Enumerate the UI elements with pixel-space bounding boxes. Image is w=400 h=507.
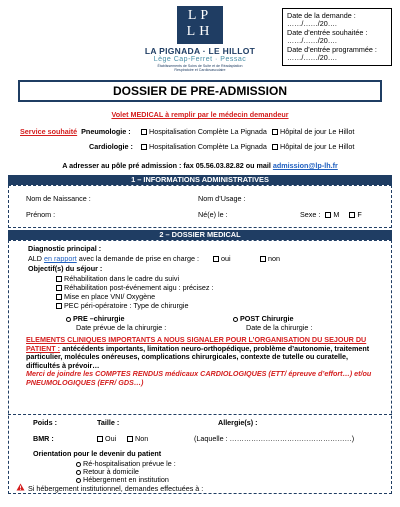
checkbox[interactable] — [56, 285, 62, 291]
service-row-pneumo — [20, 127, 131, 136]
ald-row: ALD en rapport avec la demande de prise en charge : — [28, 254, 200, 263]
ne-le-label: Né(e) le : — [198, 210, 228, 219]
dates-box — [282, 8, 392, 66]
page-title: DOSSIER DE PRE-ADMISSION — [18, 80, 382, 102]
pneumo-label: Pneumologie : — [81, 127, 131, 136]
pre-chir-option[interactable]: PRE –chirurgie — [66, 314, 125, 323]
objectif-item[interactable]: Réhabilitation dans le cadre du suivi — [56, 274, 179, 283]
objectif-item[interactable]: Réhabilitation post-événement aigu : précisez : — [56, 283, 213, 292]
sexe-f-checkbox[interactable] — [349, 212, 355, 218]
poids-label: Poids : — [33, 418, 57, 427]
date-souhaitee-label: Date d’entrée souhaitée : — [287, 27, 368, 37]
section2-header: 2 – DOSSIER MEDICAL — [8, 230, 392, 240]
orientation-item[interactable]: Hébergement en institution — [76, 475, 169, 484]
post-chir-date-label: Date de la chirurgie : — [246, 323, 313, 332]
pneumo-opt2[interactable]: Hôpital de jour Le Hillot — [272, 127, 354, 136]
pre-chir-date-label: Date prévue de la chirurgie : — [76, 323, 167, 332]
date-demande-field[interactable]: ……/……/20…. — [287, 19, 337, 29]
address-line: A adresser au pôle pré admission : fax 05.56.03.82.82 ou mail admission@lp-lh.fr — [62, 161, 338, 170]
post-chir-option[interactable]: POST Chirurgie — [233, 314, 294, 323]
email-link[interactable]: admission@lp-lh.fr — [272, 161, 338, 170]
logo-tagline: Établissements de Soins de Suite et de Réadaptation Respiratoire et Cardiovasculaire — [157, 64, 243, 72]
checkbox[interactable] — [272, 129, 278, 135]
diagnostic-label: Diagnostic principal : — [28, 244, 102, 253]
date-programmee-field[interactable]: ……/……/20…. — [287, 53, 337, 63]
orientation-item[interactable]: Ré-hospitalisation prévue le : — [76, 459, 176, 468]
checkbox[interactable] — [213, 256, 219, 262]
date-demande-label: Date de la demande : — [287, 11, 356, 20]
section1-box — [8, 185, 392, 228]
checkbox[interactable] — [260, 256, 266, 262]
objectifs-label: Objectif(s) du séjour : — [28, 264, 103, 273]
ald-non[interactable]: non — [260, 254, 280, 263]
bmr-label: BMR : — [33, 434, 54, 443]
hebergement-note: Si hébergement institutionnel, demandes effectuées à : — [28, 484, 204, 493]
checkbox[interactable] — [56, 303, 62, 309]
ald-oui[interactable]: oui — [213, 254, 231, 263]
radio[interactable] — [76, 478, 81, 483]
orientation-label: Orientation pour le devenir du patient — [33, 449, 162, 458]
bmr-laquelle-field[interactable]: (Laquelle : ……………………………………………) — [194, 434, 355, 443]
merci-joindre-note: Merci de joindre les COMPTES RENDUS médicaux CARDIOLOGIQUES (ETT/ épreuve d’effort…) et/ou PNEUMOLOGIQUES (EFR/ GDS…) — [26, 369, 372, 387]
sexe-m-checkbox[interactable] — [325, 212, 331, 218]
checkbox[interactable] — [56, 276, 62, 282]
prenom-label: Prénom : — [26, 210, 56, 219]
pneumo-opt1[interactable]: Hospitalisation Complète La Pignada — [141, 127, 267, 136]
ald-link[interactable]: en rapport — [43, 254, 77, 263]
warning-icon — [16, 483, 25, 491]
elements-cliniques: ELEMENTS CLINIQUES IMPORTANTS A NOUS SIGNALER POUR L’ORGANISATION DU SEJOUR DU PATIENT : antécédents importants, limitation neuro-orthopédique, problème d’autonomie, traitement particulier, molécules onéreuses, complications chirurgicales, contexte de tutelle ou curatelle, difficultés à prévoir… Merci de joindre les COMPTES RENDUS médicaux CARDIOLOGIQUES (ETT/ épreuve d’effort…) et/ou PNEUMOLOGIQUES (EFR/ GDS…) — [26, 336, 376, 388]
checkbox[interactable] — [127, 436, 133, 442]
volet-medical-note: Volet MEDICAL à remplir par le médecin demandeur — [111, 110, 289, 119]
checkbox[interactable] — [141, 144, 147, 150]
radio[interactable] — [66, 317, 71, 322]
checkbox[interactable] — [56, 294, 62, 300]
section1-header: 1 – INFORMATIONS ADMINISTRATIVES — [8, 175, 392, 185]
cardio-label: Cardiologie : — [89, 142, 133, 151]
nom-usage-label: Nom d’Usage : — [198, 194, 246, 203]
divider — [8, 414, 392, 415]
objectif-item[interactable]: Mise en place VNI/ Oxygène — [56, 292, 155, 301]
radio[interactable] — [76, 470, 81, 475]
checkbox[interactable] — [141, 129, 147, 135]
logo-letters: LP LH — [186, 8, 214, 39]
cardio-opt2[interactable]: Hôpital de jour Le Hillot — [272, 142, 354, 151]
objectif-item[interactable]: PEC péri-opératoire : Type de chirurgie — [56, 301, 189, 310]
date-souhaitee-field[interactable]: ……/……/20…. — [287, 36, 337, 46]
radio[interactable] — [76, 462, 81, 467]
orientation-item[interactable]: Retour à domicile — [76, 467, 139, 476]
radio[interactable] — [233, 317, 238, 322]
nom-naissance-label: Nom de Naissance : — [26, 194, 91, 203]
date-programmee-label: Date d’entrée programmée : — [287, 44, 377, 54]
logo-name: LA PIGNADA · LE HILLOT — [144, 46, 256, 56]
logo-subtitle: Lège Cap-Ferret · Pessac — [153, 56, 247, 63]
cardio-opt1[interactable]: Hospitalisation Complète La Pignada — [141, 142, 267, 151]
checkbox[interactable] — [97, 436, 103, 442]
taille-label: Taille : — [97, 418, 120, 427]
bmr-non[interactable]: Non — [127, 434, 148, 443]
sexe-field: Sexe : M F — [300, 210, 362, 219]
bmr-oui[interactable]: Oui — [97, 434, 116, 443]
allergie-label: Allergie(s) : — [218, 418, 258, 427]
checkbox[interactable] — [272, 144, 278, 150]
service-label: Service souhaité — [20, 127, 78, 136]
